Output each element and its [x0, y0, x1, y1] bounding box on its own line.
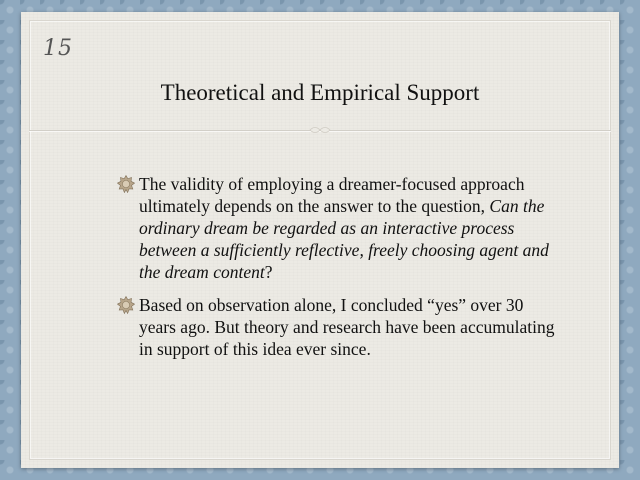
- bullet-text: [139, 294, 557, 360]
- bullet-list: [117, 173, 557, 371]
- slide-number: 15: [43, 36, 73, 61]
- slide-card: [21, 12, 619, 468]
- bullet-text-regular: Based on observation alone, I concluded “yes” over 30 years ago. But theory and research have been accumulating in support of this idea ever since.: [139, 295, 555, 359]
- bullet-text: [139, 173, 557, 283]
- bullet-text-regular: The validity of employing a dreamer-focused approach ultimately depends on the answer to the question,: [139, 174, 525, 216]
- slide-title: Theoretical and Empirical Support: [160, 80, 480, 105]
- divider-ornament-icon: [309, 125, 331, 135]
- bullet-text-italic: Can the ordinary dream be regarded as an interactive process between a sufficiently reflective, freely choosing agent and the dream content: [139, 196, 549, 282]
- bullet-text-end: ?: [264, 262, 273, 282]
- gear-bullet-icon: [117, 175, 135, 193]
- bullet-item: [117, 294, 557, 360]
- gear-bullet-icon: [117, 296, 135, 314]
- bullet-item: [117, 173, 557, 283]
